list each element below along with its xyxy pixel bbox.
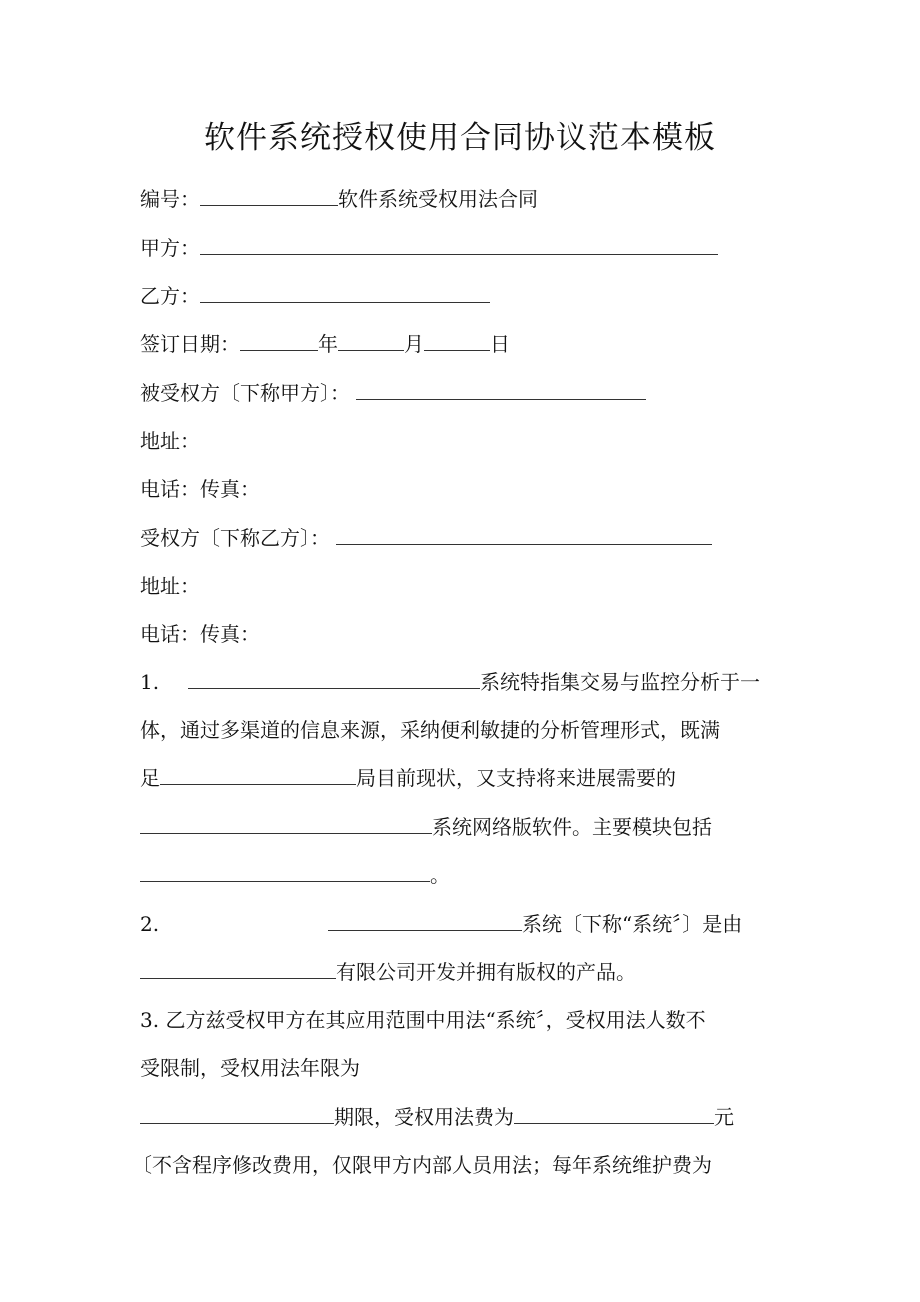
licensee-blank: [356, 378, 646, 400]
clause-1-bureau-blank: [160, 763, 356, 785]
clause-1-text-1: 系统特指集交易与监控分析于一: [480, 670, 760, 694]
number-blank: [200, 184, 338, 206]
clause-1-text-2: 体，通过多渠道的信息来源，采纳便利敏捷的分析管理形式，既满: [140, 718, 720, 742]
sign-date-line: [140, 329, 510, 359]
clause-1-number: 1.: [140, 670, 160, 694]
phone-fax-label: 电话：传真：: [140, 477, 260, 501]
clause-3-text-3a: 期限，受权用法费为: [334, 1105, 514, 1129]
clause-1-system-blank: [188, 667, 480, 689]
clause-2-text-1: 系统〔下称“系统〞〕是由: [522, 912, 743, 936]
month-blank: [338, 329, 404, 351]
licensor-label: 受权方〔下称乙方〕：: [140, 526, 330, 550]
address-label-2: 地址：: [140, 574, 200, 598]
number-suffix: 软件系统受权用法合同: [338, 187, 538, 211]
licensor-line: [140, 523, 712, 553]
number-label: 编号：: [140, 187, 200, 211]
party-a-label: 甲方：: [140, 236, 200, 260]
party-b-label: 乙方：: [140, 284, 200, 308]
clause-2-system-blank: [328, 909, 522, 931]
party-b-blank: [200, 281, 490, 303]
clause-3-text-4: 〔不含程序修改费用，仅限甲方内部人员用法；每年系统维护费为: [132, 1153, 712, 1177]
clause-1-line-2: [140, 715, 720, 745]
address-label: 地址：: [140, 429, 200, 453]
day-blank: [424, 329, 490, 351]
clause-3-line-2: [140, 1053, 360, 1083]
clause-1-line-1: [140, 667, 760, 697]
clause-1-software-blank: [140, 812, 432, 834]
clause-2-number: 2.: [140, 912, 160, 936]
licensor-blank: [336, 523, 712, 545]
clause-1-text-3a: 足: [140, 766, 160, 790]
clause-3-text-2: 受限制，受权用法年限为: [140, 1056, 360, 1080]
clause-2-company-blank: [140, 957, 336, 979]
document-title: 软件系统授权使用合同协议范本模板: [204, 120, 716, 156]
clause-1-text-5: 。: [430, 863, 450, 887]
contract-number-line: [140, 184, 538, 214]
licensee-address-line: [140, 426, 200, 456]
licensee-phone-line: [140, 474, 260, 504]
licensee-line: [140, 378, 646, 408]
clause-1-line-3: [140, 763, 676, 793]
clause-1-modules-blank: [140, 860, 430, 882]
clause-1-text-4: 系统网络版软件。主要模块包括: [432, 815, 712, 839]
clause-1-line-4: [140, 812, 712, 842]
clause-2-line-1: [140, 909, 742, 939]
phone-fax-label-2: 电话：传真：: [140, 622, 260, 646]
clause-3-fee-blank: [514, 1102, 714, 1124]
year-blank: [240, 329, 318, 351]
day-label: 日: [490, 332, 510, 356]
party-a-blank: [200, 233, 718, 255]
party-a-line: [140, 233, 718, 263]
clause-3-line-4: [132, 1150, 712, 1180]
licensee-label: 被受权方〔下称甲方〕：: [140, 381, 350, 405]
clause-3-term-blank: [140, 1102, 334, 1124]
clause-2-line-2: [140, 957, 636, 987]
clause-3-text-3b: 元: [714, 1105, 734, 1129]
clause-3-line-1: [140, 1005, 706, 1035]
clause-3-line-3: [140, 1102, 734, 1132]
clause-1-line-5: [140, 860, 450, 890]
licensor-phone-line: [140, 619, 260, 649]
party-b-line: [140, 281, 490, 311]
sign-date-label: 签订日期：: [140, 332, 240, 356]
clause-1-text-3b: 局目前现状，又支持将来进展需要的: [356, 766, 676, 790]
clause-3-text-1: 3. 乙方兹受权甲方在其应用范围中用法“系统〞，受权用法人数不: [140, 1008, 706, 1032]
year-label: 年: [318, 332, 338, 356]
month-label: 月: [404, 332, 424, 356]
clause-2-text-2: 有限公司开发并拥有版权的产品。: [336, 960, 636, 984]
licensor-address-line: [140, 571, 200, 601]
